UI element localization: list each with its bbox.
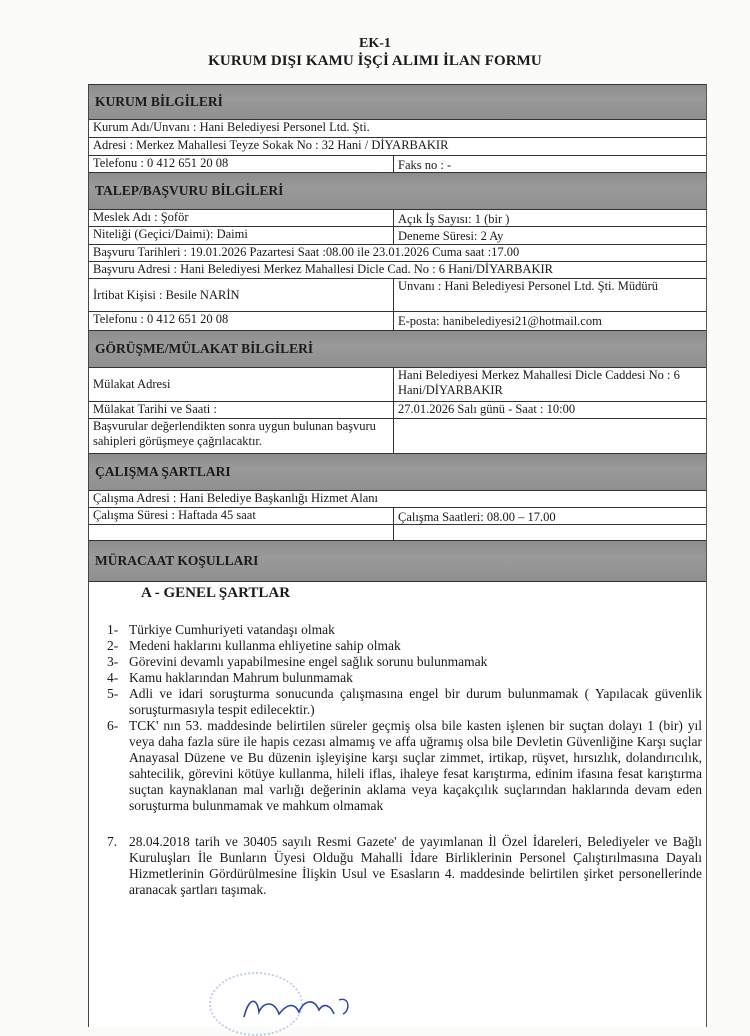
announcement-form (88, 84, 707, 1027)
kurum-contact-row (89, 156, 706, 172)
talep-row-5 (89, 279, 706, 312)
kurum-address: Adresi : Merkez Mahallesi Teyze Sokak No : 32 Hani / DİYARBAKIR (93, 138, 449, 152)
profession: Meslek Adı : Şoför (89, 210, 394, 226)
section-kurum-heading: KURUM BİLGİLERİ (89, 84, 706, 120)
contact-email: E-posta: hanibelediyesi21@hotmail.com (398, 314, 602, 328)
condition-item: 6- TCK' nın 53. maddesinde belirtilen süreler geçmiş olsa bile kasten işlenen bir suçtan dolayı 1 (bir) yıl veya daha fazla süre ile hapis cezası almamış ve affa uğramış olsa bile Devletin Güvenliğine Karşı suçlar Anayasal Düzene ve Bu düzenin işleyişine karşı suçlar zimmet, irtikap, rüşvet, hırsızlık, dolandırıcılık, sahtecilik, görevini kötüye kullanma, hileli iflas, ihaleye fesat karıştırma, edinim ifasına fesat karıştırma suçtan kaynaklanan mal varlığı değerinin aklama veya kaçakçılık suçlarından haklarında devam eden soruşturma bulunmamak ve mahkum olmamak (107, 718, 702, 813)
signature-icon (239, 992, 359, 1022)
talep-row-1 (89, 210, 706, 227)
contact-title: Unvanı : Hani Belediyesi Personel Ltd. Şti. Müdürü (398, 279, 659, 293)
section-mulakat-heading: GÖRÜŞME/MÜLAKAT BİLGİLERİ (89, 330, 706, 368)
talep-row-3 (89, 245, 706, 262)
talep-row-2 (89, 227, 706, 245)
condition-item: 7. 28.04.2018 tarih ve 30405 sayılı Resmi Gazete' de yayımlanan İl Özel İdareleri, Belediyeler ve Bağlı Kuruluşları İle Bunların Üyesi Olduğu Mahalli İdare Birliklerinin Personel Çalıştırılmasına Dayalı Hizmetlerinin Gördürülmesine İlişkin Usul ve Esasların 4. maddesinde belirtilen şirket personellerinde aranacak şartları taşımak. (107, 834, 702, 897)
mulakat-row-2 (89, 402, 706, 419)
condition-item: 4- Kamu haklarından Mahrum bulunmamak (107, 670, 353, 685)
application-dates: Başvuru Tarihleri : 19.01.2026 Pazartesi Saat :08.00 ile 23.01.2026 Cuma saat :17.00 (93, 245, 520, 259)
kurum-fax: Faks no : - (398, 158, 452, 172)
condition-item: 2- Medeni haklarını kullanma ehliyetine sahip olmak (107, 638, 401, 653)
work-hours: Çalışma Saatleri: 08.00 – 17.00 (398, 510, 556, 524)
contact-person: İrtibat Kişisi : Besile NARİN (89, 279, 394, 311)
kurum-phone: Telefonu : 0 412 651 20 08 (89, 156, 394, 172)
talep-row-4 (89, 262, 706, 279)
interview-datetime-value: 27.01.2026 Salı günü - Saat : 10:00 (398, 402, 576, 416)
general-conditions-heading: A - GENEL ŞARTLAR (141, 585, 291, 601)
condition-item: 1- Türkiye Cumhuriyeti vatandaşı olmak (107, 622, 335, 637)
calisma-row-1 (89, 491, 706, 508)
interview-note: Başvurular değerlendikten sonra uygun bulunan başvuru sahipleri görüşmeye çağrılacaktır. (89, 419, 394, 453)
conditions-list (89, 622, 706, 898)
calisma-empty-left (89, 525, 394, 540)
calisma-row-3 (89, 525, 706, 540)
interview-datetime-label: Mülakat Tarihi ve Saati : (89, 402, 394, 418)
application-address: Başvuru Adresi : Hani Belediyesi Merkez Mahallesi Dicle Cad. No : 6 Hani/DİYARBAKIR (93, 262, 553, 276)
trial-period: Deneme Süresi: 2 Ay (398, 229, 504, 243)
kurum-name-row (89, 120, 706, 138)
section-talep-heading: TALEP/BAŞVURU BİLGİLERİ (89, 172, 706, 210)
interview-address-value: Hani Belediyesi Merkez Mahallesi Dicle Caddesi No : 6 Hani/DİYARBAKIR (398, 368, 680, 397)
application-conditions (89, 582, 706, 1027)
condition-item: 3- Görevini devamlı yapabilmesine engel sağlık sorunu bulunmamak (107, 654, 488, 669)
contact-phone: Telefonu : 0 412 651 20 08 (89, 312, 394, 330)
employment-nature: Niteliği (Geçici/Daimi): Daimi (89, 227, 394, 244)
condition-item: 5- Adli ve idari soruşturma sonucunda çalışmasına engel bir durum bulunmamak ( Yapılacak güvenlik soruşturmasıyla tespit edilecektir.) (107, 686, 702, 717)
mulakat-row-3 (89, 419, 706, 453)
form-title: KURUM DIŞI KAMU İŞÇİ ALIMI İLAN FORMU (208, 53, 542, 69)
work-address: Çalışma Adresi : Hani Belediye Başkanlığı Hizmet Alanı (93, 491, 379, 505)
annex-label: EK-1 (359, 36, 391, 51)
section-calisma-heading: ÇALIŞMA ŞARTLARI (89, 453, 706, 491)
interview-address-label: Mülakat Adresi (89, 368, 394, 401)
mulakat-row-1 (89, 368, 706, 402)
calisma-row-2 (89, 508, 706, 525)
work-duration: Çalışma Süresi : Haftada 45 saat (89, 508, 394, 524)
open-jobs: Açık İş Sayısı: 1 (bir ) (398, 212, 510, 226)
section-muracaat-heading: MÜRACAAT KOŞULLARI (89, 540, 706, 582)
kurum-address-row (89, 138, 706, 156)
page-header (0, 36, 750, 70)
interview-note-empty (394, 419, 706, 453)
talep-row-6 (89, 312, 706, 330)
kurum-name: Kurum Adı/Unvanı : Hani Belediyesi Personel Ltd. Şti. (93, 120, 370, 134)
calisma-empty-right (394, 525, 706, 540)
